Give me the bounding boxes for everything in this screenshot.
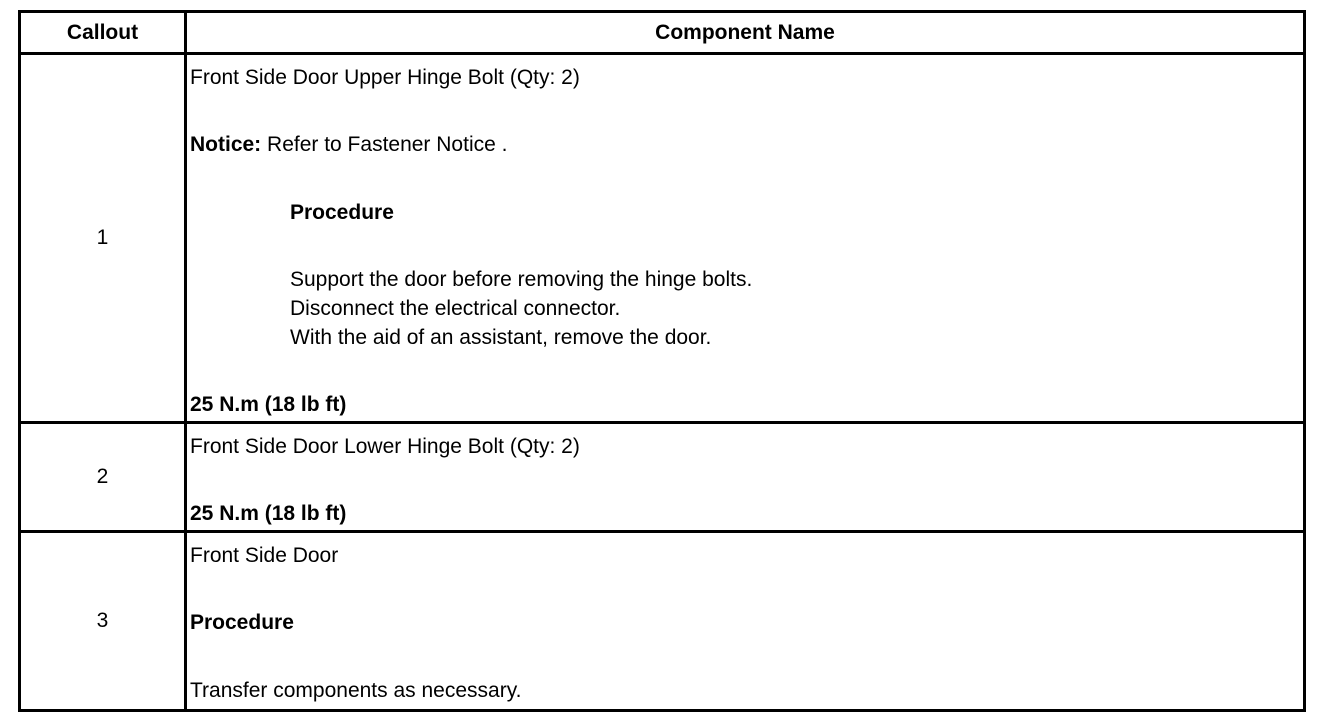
- notice-line: [190, 133, 507, 157]
- header-callout: Callout: [66, 20, 139, 44]
- component-name-3: Front Side Door: [190, 544, 339, 567]
- column-divider: [184, 13, 187, 709]
- callout-3: 3: [96, 609, 109, 632]
- torque-spec-1: 25 N.m (18 lb ft): [190, 393, 347, 416]
- component-name-2: Front Side Door Lower Hinge Bolt (Qty: 2): [190, 435, 580, 458]
- row-divider-2: [21, 530, 1303, 533]
- procedure-heading-3: Procedure: [190, 611, 294, 634]
- component-table: [18, 10, 1306, 712]
- callout-1: 1: [96, 226, 109, 249]
- notice-text: Refer to Fastener Notice .: [261, 133, 508, 156]
- row-divider-1: [21, 421, 1303, 424]
- callout-2: 2: [96, 465, 109, 488]
- header-divider: [21, 52, 1303, 55]
- procedure-heading-1: Procedure: [290, 201, 394, 224]
- procedure-step: Support the door before removing the hinge bolts.: [290, 268, 753, 291]
- procedure-step-3: Transfer components as necessary.: [190, 679, 522, 702]
- header-component-name: Component Name: [655, 20, 835, 44]
- procedure-step: Disconnect the electrical connector.: [290, 297, 621, 320]
- notice-label: Notice:: [190, 133, 262, 156]
- procedure-step: With the aid of an assistant, remove the door.: [290, 326, 712, 349]
- torque-spec-2: 25 N.m (18 lb ft): [190, 502, 347, 525]
- component-name-1: Front Side Door Upper Hinge Bolt (Qty: 2): [190, 66, 580, 89]
